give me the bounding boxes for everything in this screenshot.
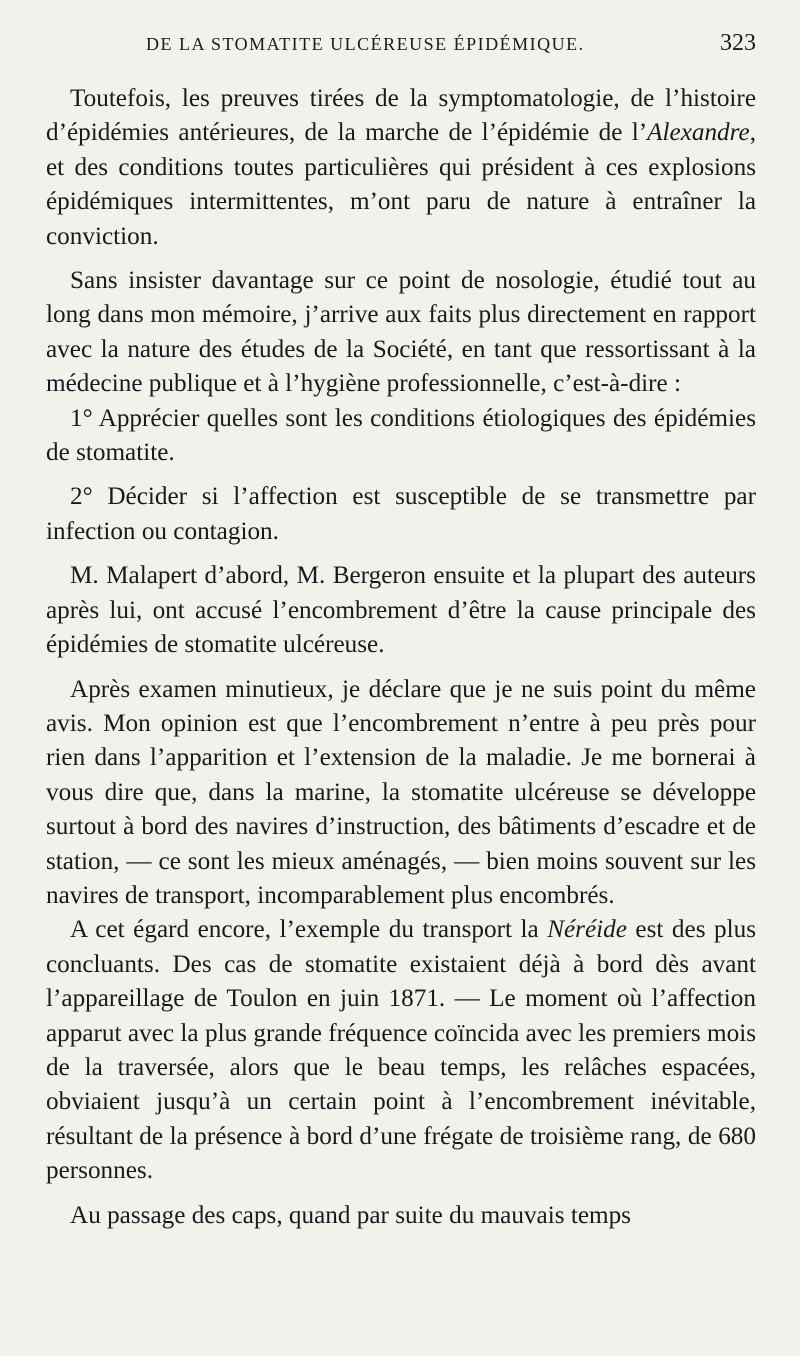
running-title: DE LA STOMATITE ULCÉREUSE ÉPIDÉMIQUE. [146,34,585,54]
paragraph-6: Après examen minutieux, je déclare que je ne suis point du même avis. Mon opinion est que l’encombrement n’entre à peu près pour rien dans l’apparition et l’extension de la maladie. Je me bornerai à vous dire que, dans la marine, la stomatite ulcéreuse se développe surtout à bord des navires d’instruction, des bâtiments d’escadre et de station, — ce sont les mieux aménagés, — bien moins souvent sur les navires de transport, incomparablement plus encombrés. [46,675,756,909]
page-header [46,30,756,70]
paragraph-3: 1° Apprécier quelles sont les conditions étiologiques des épidémies de stomatite. [46,404,756,467]
paragraph-7: A cet égard encore, l’exemple du transport la Néréide est des plus concluants. Des cas de stomatite existaient déjà à bord dès avant l’appareillage de Toulon en juin 1871. — Le moment où l’affection apparut avec la plus grande fréquence coïncida avec les premiers mois de la traversée, alors que le beau temps, les relâches espacées, obviaient jusqu’à un certain point à l’encombrement inévitable, résultant de la présence à bord d’une frégate de troisième rang, de 680 personnes. [46,916,756,1185]
paragraph-1: Toutefois, les preuves tirées de la symptomatologie, de l’histoire d’épidémies antérieures, de la marche de l’épidémie de l’Alexandre, et des conditions toutes particulières qui président à ces explosions épidémiques intermittentes, m’ont paru de nature à entraîner la conviction. [46,85,756,250]
paragraph-5: M. Malapert d’abord, M. Bergeron ensuite et la plupart des auteurs après lui, ont accusé l’encombrement d’être la cause principale des épidémies de stomatite ulcéreuse. [46,562,756,659]
paragraph-8: Au passage des caps, quand par suite du mauvais temps [70,1201,631,1229]
page-number: 323 [720,30,756,56]
ship-name-nereide: Néréide [547,916,627,944]
paragraph-2: Sans insister davantage sur ce point de nosologie, étudié tout au long dans mon mémoire, j’arrive aux faits plus directement en rapport avec la nature des études de la Société, en tant que ressortissant à la médecine publique et à l’hygiène professionnelle, c’est-à-dire : [46,267,756,398]
paragraph-4: 2° Décider si l’affection est susceptible de se transmettre par infection ou contagion. [46,483,756,545]
ship-name-alexandre: Alexandre [647,119,750,147]
body-text [46,82,756,1233]
